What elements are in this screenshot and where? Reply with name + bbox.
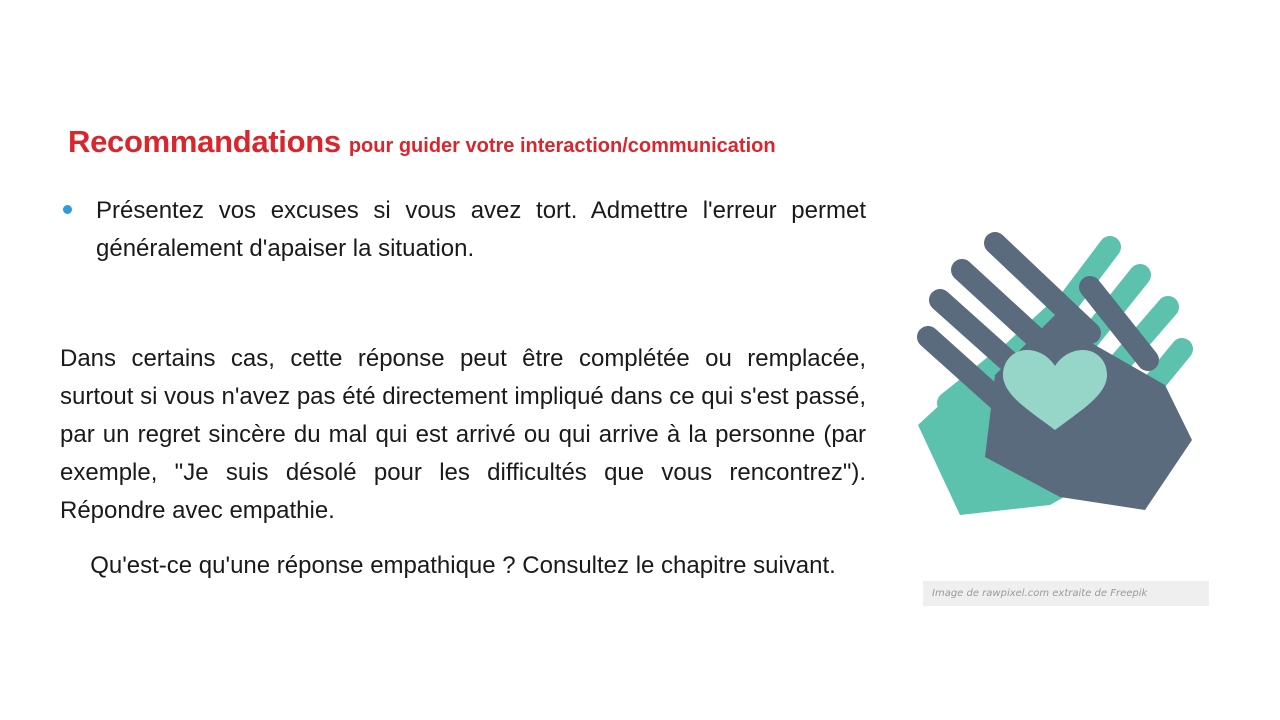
image-credit: Image de rawpixel.com extraite de Freepik	[923, 581, 1209, 606]
bullet-item	[60, 192, 866, 268]
slide-title	[68, 124, 776, 160]
title-main: Recommandations	[68, 124, 341, 159]
question-text: Qu'est-ce qu'une réponse empathique ? Consultez le chapitre suivant.	[90, 552, 836, 579]
bullet-dot-icon	[63, 205, 72, 214]
hands-heart-icon	[900, 225, 1210, 525]
body-paragraph: Dans certains cas, cette réponse peut être complétée ou remplacée, surtout si vous n'avez pas été directement impliqué dans ce qui s'est passé, par un regret sincère du mal qui est arrivé ou qui arrive à la personne (par exemple, "Je suis désolé pour les difficultés que vous rencontrez"). Répondre avec empathie.	[60, 345, 866, 524]
title-subtitle: pour guider votre interaction/communication	[348, 135, 776, 157]
bullet-text: Présentez vos excuses si vous avez tort. Admettre l'erreur permet généralement d'apaiser la situation.	[96, 197, 866, 262]
